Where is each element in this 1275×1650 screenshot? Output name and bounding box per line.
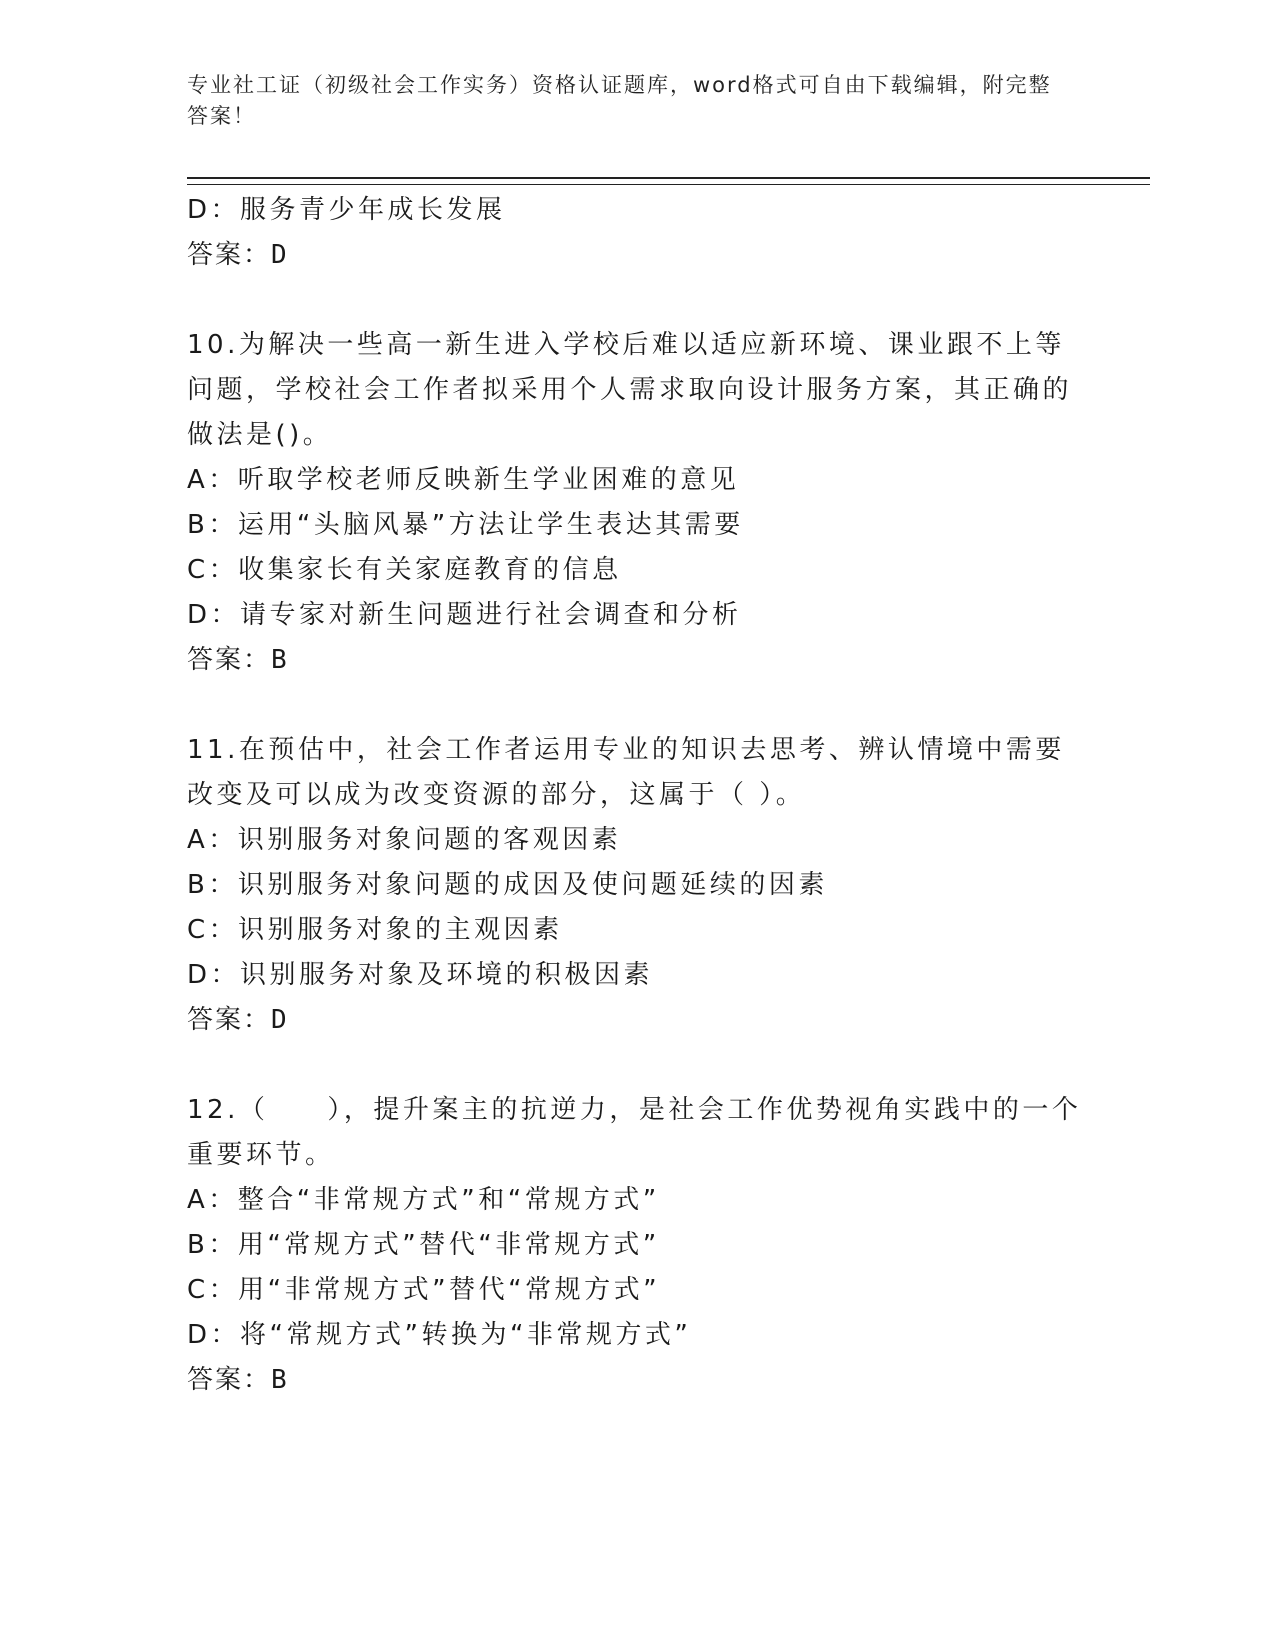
answer-label: 答案：	[187, 645, 272, 675]
option-a: A：听取学校老师反映新生学业困难的意见	[187, 465, 740, 495]
question-stem: 10.为解决一些高一新生进入学校后难以适应新环境、课业跟不上等问题，学校社会工作者拟采用个人需求取向设计服务方案，其正确的做法是()。	[187, 330, 1073, 450]
answer-line	[187, 638, 1087, 683]
header-divider	[187, 177, 1150, 185]
option-d: D：服务青少年成长发展	[187, 195, 506, 225]
option-a: A：整合“非常规方式”和“常规方式”	[187, 1185, 660, 1215]
option-b: B：识别服务对象问题的成因及使问题延续的因素	[187, 870, 828, 900]
option-d: D：请专家对新生问题进行社会调查和分析	[187, 600, 742, 630]
option-b: B：运用“头脑风暴”方法让学生表达其需要	[187, 510, 744, 540]
answer-line	[187, 998, 1087, 1043]
answer-label: 答案：	[187, 1005, 272, 1035]
option-b: B：用“常规方式”替代“非常规方式”	[187, 1230, 660, 1260]
question-stem: 12.（ ），提升案主的抗逆力，是社会工作优势视角实践中的一个重要环节。	[187, 1095, 1082, 1170]
answer-value: B	[271, 645, 289, 675]
answer-label: 答案：	[187, 1365, 272, 1395]
question-10	[187, 323, 1087, 683]
option-c: C：用“非常规方式”替代“常规方式”	[187, 1275, 661, 1305]
answer-value: D	[271, 240, 289, 270]
answer-value: B	[271, 1365, 289, 1395]
option-d: D：将“常规方式”转换为“非常规方式”	[187, 1320, 692, 1350]
question-stem: 11.在预估中，社会工作者运用专业的知识去思考、辨认情境中需要改变及可以成为改变资源的部分，这属于（ ）。	[187, 735, 1065, 810]
option-d: D：识别服务对象及环境的积极因素	[187, 960, 654, 990]
question-11	[187, 728, 1087, 1043]
answer-line	[187, 233, 1087, 278]
option-c: C：识别服务对象的主观因素	[187, 915, 563, 945]
answer-line	[187, 1358, 1087, 1403]
question-9-tail	[187, 188, 1087, 278]
answer-label: 答案：	[187, 240, 272, 270]
option-c: C：收集家长有关家庭教育的信息	[187, 555, 622, 585]
option-a: A：识别服务对象问题的客观因素	[187, 825, 622, 855]
answer-value: D	[271, 1005, 289, 1035]
page-header: 专业社工证（初级社会工作实务）资格认证题库，word格式可自由下载编辑，附完整答案！	[187, 73, 1052, 128]
document-body	[187, 188, 1087, 1403]
question-12	[187, 1088, 1087, 1403]
